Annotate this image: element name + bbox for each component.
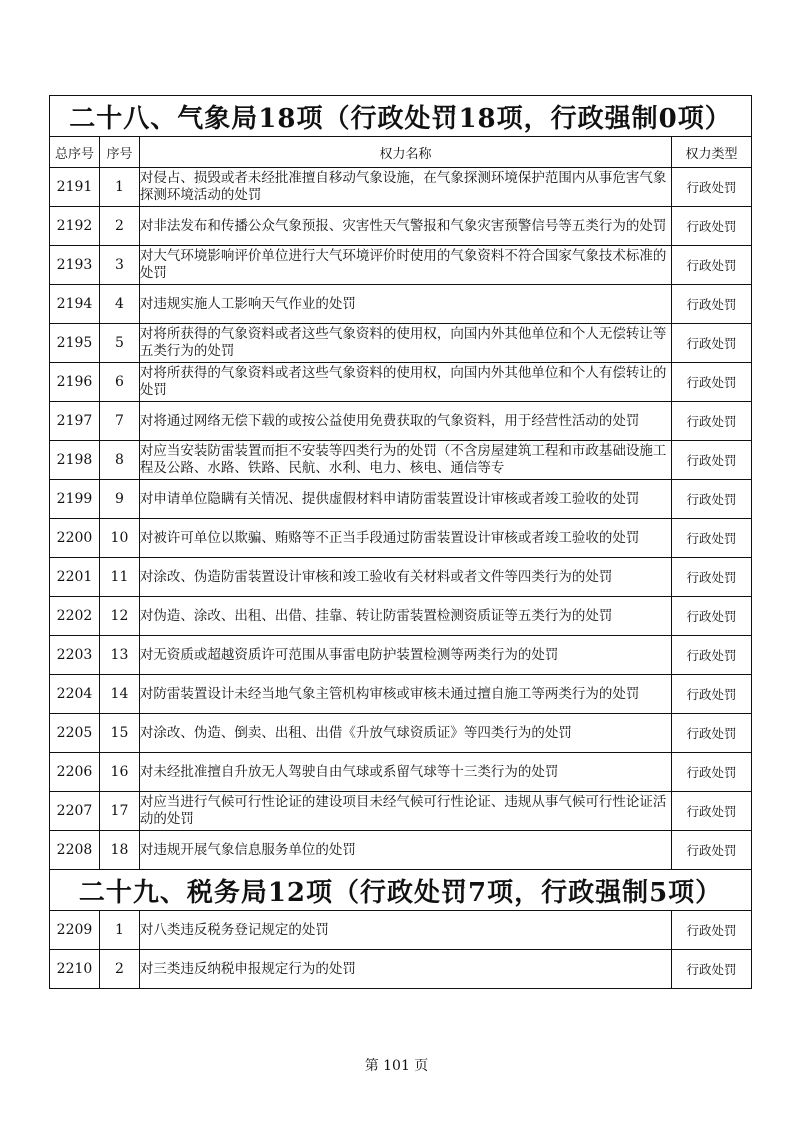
table-row	[50, 636, 752, 675]
seq-cell: 1	[99, 168, 139, 207]
seq-cell: 4	[99, 285, 139, 324]
total-seq-cell: 2206	[50, 753, 100, 792]
total-seq-cell: 2194	[50, 285, 100, 324]
seq-cell: 3	[99, 246, 139, 285]
seq-cell: 15	[99, 714, 139, 753]
power-name-cell: 对无资质或超越资质许可范围从事雷电防护装置检测等两类行为的处罚	[139, 636, 671, 675]
seq-cell: 8	[99, 441, 139, 480]
power-name-cell: 对涂改、伪造防雷装置设计审核和竣工验收有关材料或者文件等四类行为的处罚	[139, 558, 671, 597]
seq-cell: 18	[99, 831, 139, 870]
power-type-cell: 行政处罚	[672, 950, 752, 989]
table-row	[50, 911, 752, 950]
power-type-cell: 行政处罚	[672, 363, 752, 402]
power-list-table	[49, 95, 752, 989]
total-seq-cell: 2198	[50, 441, 100, 480]
seq-cell: 1	[99, 911, 139, 950]
power-name-cell: 对应当安装防雷装置而拒不安装等四类行为的处罚（不含房屋建筑工程和市政基础设施工程及公路、水路、铁路、民航、水利、电力、核电、通信等专	[139, 441, 671, 480]
power-name-cell: 对防雷装置设计未经当地气象主管机构审核或审核未通过擅自施工等两类行为的处罚	[139, 675, 671, 714]
section-title-weather: 二十八、气象局18项（行政处罚18项，行政强制0项）	[50, 96, 752, 137]
total-seq-cell: 2195	[50, 324, 100, 363]
power-name-cell: 对侵占、损毁或者未经批准擅自移动气象设施，在气象探测环境保护范围内从事危害气象探测环境活动的处罚	[139, 168, 671, 207]
seq-cell: 5	[99, 324, 139, 363]
total-seq-cell: 2210	[50, 950, 100, 989]
seq-cell: 2	[99, 950, 139, 989]
table-row	[50, 168, 752, 207]
table-row	[50, 402, 752, 441]
section-title-tax: 二十九、税务局12项（行政处罚7项，行政强制5项）	[50, 870, 752, 911]
power-type-cell: 行政处罚	[672, 753, 752, 792]
power-type-cell: 行政处罚	[672, 831, 752, 870]
table-row	[50, 792, 752, 831]
power-type-cell: 行政处罚	[672, 714, 752, 753]
seq-cell: 7	[99, 402, 139, 441]
total-seq-cell: 2209	[50, 911, 100, 950]
table-header-row	[50, 137, 752, 168]
header-total-seq: 总序号	[50, 137, 100, 168]
seq-cell: 2	[99, 207, 139, 246]
table-row	[50, 714, 752, 753]
power-name-cell: 对大气环境影响评价单位进行大气环境评价时使用的气象资料不符合国家气象技术标准的处罚	[139, 246, 671, 285]
power-name-cell: 对应当进行气候可行性论证的建设项目未经气候可行性论证、违规从事气候可行性论证活动的处罚	[139, 792, 671, 831]
total-seq-cell: 2201	[50, 558, 100, 597]
table-row	[50, 831, 752, 870]
page-number: 第 101 页	[364, 1058, 429, 1074]
table-row	[50, 597, 752, 636]
power-type-cell: 行政处罚	[672, 168, 752, 207]
table-row	[50, 246, 752, 285]
power-name-cell: 对三类违反纳税申报规定行为的处罚	[139, 950, 671, 989]
seq-cell: 12	[99, 597, 139, 636]
power-name-cell: 对将所获得的气象资料或者这些气象资料的使用权，向国内外其他单位和个人无偿转让等五类行为的处罚	[139, 324, 671, 363]
power-type-cell: 行政处罚	[672, 636, 752, 675]
table-row	[50, 558, 752, 597]
table-row	[50, 285, 752, 324]
total-seq-cell: 2200	[50, 519, 100, 558]
table-row	[50, 324, 752, 363]
power-type-cell: 行政处罚	[672, 911, 752, 950]
seq-cell: 10	[99, 519, 139, 558]
power-type-cell: 行政处罚	[672, 675, 752, 714]
table-row	[50, 950, 752, 989]
power-name-cell: 对违规开展气象信息服务单位的处罚	[139, 831, 671, 870]
power-type-cell: 行政处罚	[672, 207, 752, 246]
power-type-cell: 行政处罚	[672, 441, 752, 480]
total-seq-cell: 2196	[50, 363, 100, 402]
header-power-type: 权力类型	[672, 137, 752, 168]
seq-cell: 16	[99, 753, 139, 792]
power-name-cell: 对伪造、涂改、出租、出借、挂靠、转让防雷装置检测资质证等五类行为的处罚	[139, 597, 671, 636]
total-seq-cell: 2197	[50, 402, 100, 441]
total-seq-cell: 2208	[50, 831, 100, 870]
total-seq-cell: 2191	[50, 168, 100, 207]
seq-cell: 14	[99, 675, 139, 714]
seq-cell: 6	[99, 363, 139, 402]
power-type-cell: 行政处罚	[672, 324, 752, 363]
total-seq-cell: 2193	[50, 246, 100, 285]
power-name-cell: 对被许可单位以欺骗、贿赂等不正当手段通过防雷装置设计审核或者竣工验收的处罚	[139, 519, 671, 558]
power-name-cell: 对申请单位隐瞒有关情况、提供虚假材料申请防雷装置设计审核或者竣工验收的处罚	[139, 480, 671, 519]
power-type-cell: 行政处罚	[672, 285, 752, 324]
total-seq-cell: 2202	[50, 597, 100, 636]
power-name-cell: 对八类违反税务登记规定的处罚	[139, 911, 671, 950]
table-row	[50, 480, 752, 519]
power-name-cell: 对非法发布和传播公众气象预报、灾害性天气警报和气象灾害预警信号等五类行为的处罚	[139, 207, 671, 246]
total-seq-cell: 2192	[50, 207, 100, 246]
power-type-cell: 行政处罚	[672, 402, 752, 441]
power-type-cell: 行政处罚	[672, 792, 752, 831]
power-type-cell: 行政处罚	[672, 246, 752, 285]
total-seq-cell: 2207	[50, 792, 100, 831]
table-row	[50, 441, 752, 480]
power-type-cell: 行政处罚	[672, 519, 752, 558]
power-name-cell: 对未经批准擅自升放无人驾驶自由气球或系留气球等十三类行为的处罚	[139, 753, 671, 792]
total-seq-cell: 2199	[50, 480, 100, 519]
table-row	[50, 675, 752, 714]
power-type-cell: 行政处罚	[672, 480, 752, 519]
total-seq-cell: 2203	[50, 636, 100, 675]
power-name-cell: 对将通过网络无偿下载的或按公益使用免费获取的气象资料，用于经营性活动的处罚	[139, 402, 671, 441]
seq-cell: 11	[99, 558, 139, 597]
header-power-name: 权力名称	[139, 137, 671, 168]
seq-cell: 17	[99, 792, 139, 831]
table-row	[50, 519, 752, 558]
power-type-cell: 行政处罚	[672, 597, 752, 636]
total-seq-cell: 2204	[50, 675, 100, 714]
total-seq-cell: 2205	[50, 714, 100, 753]
seq-cell: 9	[99, 480, 139, 519]
power-name-cell: 对涂改、伪造、倒卖、出租、出借《升放气球资质证》等四类行为的处罚	[139, 714, 671, 753]
table-row	[50, 207, 752, 246]
header-seq: 序号	[99, 137, 139, 168]
table-row	[50, 363, 752, 402]
seq-cell: 13	[99, 636, 139, 675]
power-name-cell: 对违规实施人工影响天气作业的处罚	[139, 285, 671, 324]
power-name-cell: 对将所获得的气象资料或者这些气象资料的使用权，向国内外其他单位和个人有偿转让的处罚	[139, 363, 671, 402]
power-type-cell: 行政处罚	[672, 558, 752, 597]
table-row	[50, 753, 752, 792]
